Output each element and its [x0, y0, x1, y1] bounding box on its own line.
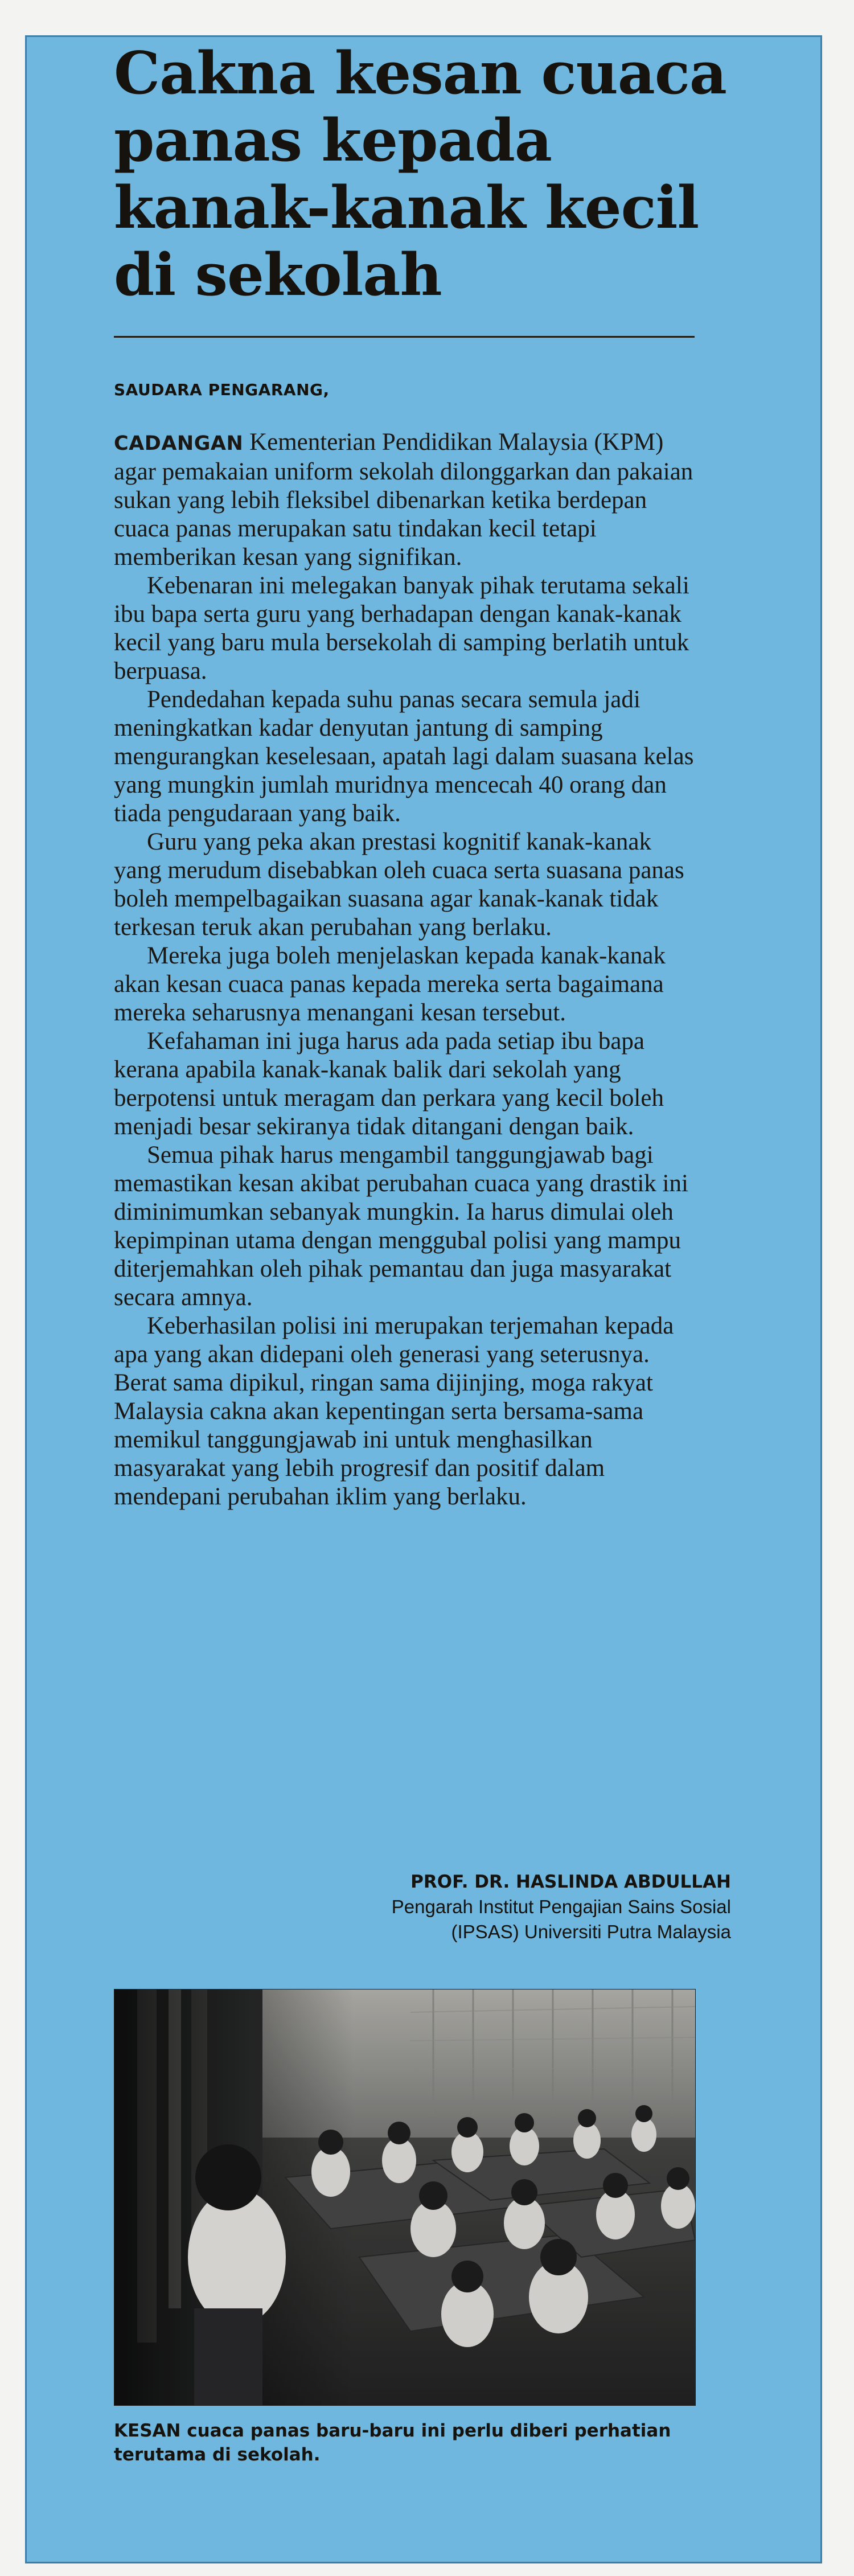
lead-word: CADANGAN — [114, 432, 244, 455]
paragraph-1-text: Kementerian Pendidikan Malaysia (KPM) agar pemakaian uniform sekolah dilonggarkan dan pakaian sukan yang lebih fleksibel dibenarkan ketika berdepan cuaca panas merupakan satu tindakan kecil tetapi memberikan kesan yang signifikan. — [114, 429, 693, 571]
classroom-photo-illustration — [114, 1990, 695, 2405]
body-paragraph-8: Keberhasilan polisi ini merupakan terjemahan kepada apa yang akan didepani oleh generasi yang seterusnya. Berat sama dipikul, ringan sama dijinjing, moga rakyat Malaysia cakna akan kepentingan serta bersama-sama memikul tanggungjawab ini untuk menghasilkan masyarakat yang lebih progresif dan positif dalam mendepani perubahan iklim yang berlaku. — [114, 1312, 674, 1510]
article-body — [114, 428, 695, 1511]
body-paragraph-3: Pendedahan kepada suhu panas secara semula jadi meningkatkan kadar denyutan jantung di samping mengurangkan keselesaan, apatah lagi dalam suasana kelas yang mungkin jumlah muridnya mencecah 40 orang dan tiada pengudaraan yang baik. — [114, 686, 694, 827]
body-paragraph-2: Kebenaran ini melegakan banyak pihak terutama sekali ibu bapa serta guru yang berhadapan dengan kanak-kanak kecil yang baru mula bersekolah di samping berlatih untuk berpuasa. — [114, 572, 689, 684]
letter-salutation: SAUDARA PENGARANG, — [114, 380, 330, 399]
author-role-line-1: Pengarah Institut Pengajian Sains Sosial — [391, 1896, 731, 1917]
body-paragraph-5: Mereka juga boleh menjelaskan kepada kanak-kanak akan kesan cuaca panas kepada mereka serta bagaimana mereka seharusnya menangani kesan tersebut. — [114, 942, 666, 1026]
author-name: PROF. DR. HASLINDA ABDULLAH — [410, 1872, 731, 1892]
body-paragraph-7: Semua pihak harus mengambil tanggungjawab bagi memastikan kesan akibat perubahan cuaca yang drastik ini diminimumkan sebanyak mungkin. Ia harus dimulai oleh kepimpinan utama dengan menggubal polisi yang mampu diterjemahkan oleh pihak pemantau dan juga masyarakat secara amnya. — [114, 1142, 688, 1311]
headline-divider — [114, 336, 695, 338]
author-role-line-2: (IPSAS) Universiti Putra Malaysia — [451, 1921, 731, 1942]
body-paragraph-1 — [114, 428, 695, 572]
classroom-photo — [114, 1989, 696, 2406]
body-paragraph-6: Kefahaman ini juga harus ada pada setiap ibu bapa kerana apabila kanak-kanak balik dari sekolah yang berpotensi untuk meragam dan perkara yang kecil boleh menjadi besar sekiranya tidak ditangani dengan baik. — [114, 1028, 664, 1140]
article-headline: Cakna kesan cuaca panas kepada kanak-kanak kecil di sekolah — [114, 39, 727, 309]
body-paragraph-4: Guru yang peka akan prestasi kognitif kanak-kanak yang merudum disebabkan oleh cuaca serta suasana panas boleh mempelbagaikan suasana agar kanak-kanak tidak terkesan teruk akan perubahan yang berlaku. — [114, 828, 684, 941]
author-signature — [392, 1869, 731, 1945]
photo-caption: KESAN cuaca panas baru-baru ini perlu diberi perhatian terutama di sekolah. — [114, 2421, 671, 2465]
